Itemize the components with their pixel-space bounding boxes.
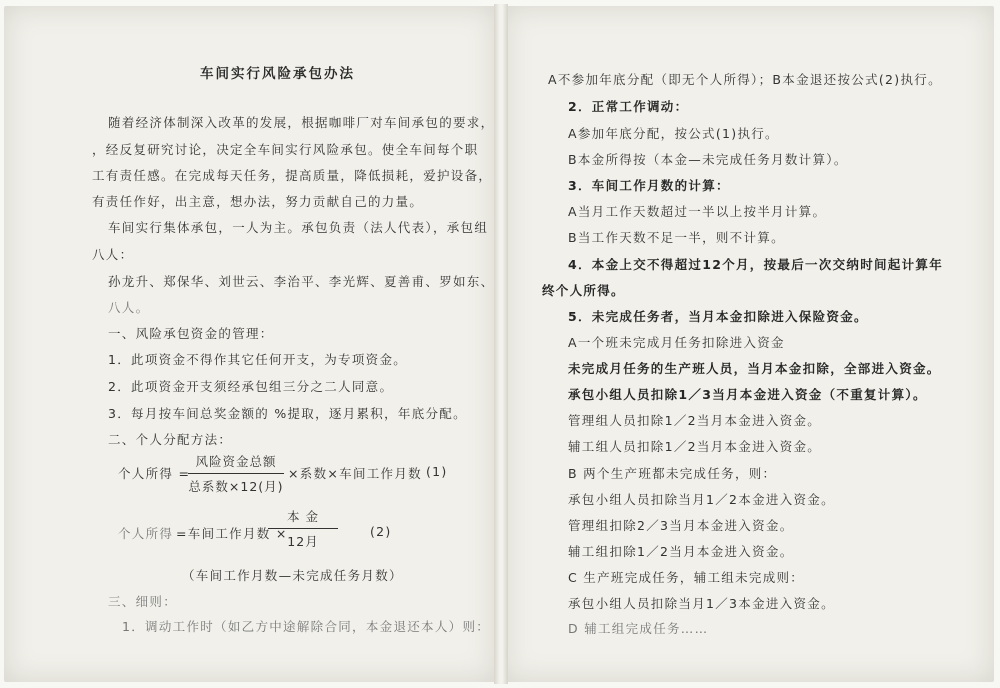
left-line-1: 随着经济体制深入改革的发展，根据咖啡厂对车间承包的要求， — [108, 115, 495, 130]
left-line-6: 八人： — [92, 247, 134, 262]
right-line-9: 终个人所得。 — [542, 283, 625, 298]
formula-note: （车间工作月数—未完成任务月数） — [182, 568, 403, 583]
formula2-tag: (2) — [370, 524, 392, 539]
formula2-numerator: 本 金 — [268, 507, 338, 529]
right-line-4: B本金所得按（本金—未完成任务月数计算）。 — [568, 152, 848, 167]
formula2-fraction — [268, 507, 338, 550]
right-line-18: 管理组扣除2／3当月本金进入资金。 — [568, 518, 794, 533]
right-line-8: 4．本金上交不得超过12个月，按最后一次交纳时间起计算年 — [568, 257, 943, 272]
left-line-3: 工有责任感。在完成每天任务，提高质量，降低损耗，爱护设备， — [92, 168, 493, 183]
right-line-21: 承包小组人员扣除当月1／3本金进入资金。 — [568, 596, 835, 611]
formula2-middle: =车间工作月数 × — [176, 526, 288, 541]
formula1-tail: ×系数×车间工作月数 — [288, 466, 422, 481]
right-line-3: A参加年底分配，按公式(1)执行。 — [568, 126, 779, 141]
right-line-11: A一个班未完成月任务扣除进入资金 — [568, 335, 785, 350]
formula2-denominator: 12月 — [287, 534, 319, 549]
formula2-label: 个人所得 — [118, 526, 174, 541]
document-title: 车间实行风险承包办法 — [200, 66, 355, 82]
section-1-heading: 一、风险承包资金的管理： — [108, 326, 274, 341]
right-line-12: 未完成月任务的生产班人员，当月本金扣除，全部进入资金。 — [568, 361, 941, 376]
right-line-22: D 辅工组完成任务…… — [568, 621, 709, 636]
right-line-1: A不参加年底分配（即无个人所得）；B本金退还按公式(2)执行。 — [548, 72, 942, 87]
left-line-8: 八人。 — [108, 300, 150, 315]
formula1-numerator: 风险资金总额 — [188, 452, 284, 474]
right-line-6: A当月工作天数超过一半以上按半月计算。 — [568, 204, 827, 219]
right-line-20: C 生产班完成任务，辅工组未完成则： — [568, 570, 805, 585]
left-last-line: 1．调动工作时（如乙方中途解除合同，本金退还本人）则： — [122, 619, 491, 634]
formula1-tag: (1) — [426, 464, 448, 479]
right-line-16: B 两个生产班都未完成任务，则： — [568, 466, 777, 481]
left-rule-1: 1．此项资金不得作其它任何开支，为专项资金。 — [108, 352, 408, 367]
right-line-19: 辅工组扣除1／2当月本金进入资金。 — [568, 544, 794, 559]
right-line-2: 2．正常工作调动： — [568, 99, 689, 114]
right-line-5: 3．车间工作月数的计算： — [568, 178, 730, 193]
left-rule-3: 3．每月按车间总奖金额的 %提取，逐月累积，年底分配。 — [108, 406, 467, 421]
left-line-4: 有责任作好，出主意，想办法，努力贡献自己的力量。 — [92, 194, 424, 209]
left-line-5: 车间实行集体承包，一人为主。承包负责（法人代表），承包组 — [108, 220, 489, 235]
right-line-7: B当工作天数不足一半，则不计算。 — [568, 230, 785, 245]
right-line-17: 承包小组人员扣除当月1／2本金进入资金。 — [568, 492, 835, 507]
section-3-heading: 三、细则： — [108, 594, 178, 609]
formula1-label: 个人所得 = — [118, 466, 191, 481]
section-2-heading: 二、个人分配方法： — [108, 432, 233, 447]
right-line-15: 辅工组人员扣除1／2当月本金进入资金。 — [568, 439, 822, 454]
formula1-fraction — [188, 452, 284, 495]
left-rule-2: 2．此项资金开支须经承包组三分之二人同意。 — [108, 379, 394, 394]
formula1-denominator: 总系数×12(月) — [188, 479, 284, 494]
left-line-2: ，经反复研究讨论，决定全车间实行风险承包。使全车间每个职 — [92, 142, 479, 157]
right-line-10: 5．未完成任务者，当月本金扣除进入保险资金。 — [568, 309, 868, 324]
right-line-14: 管理组人员扣除1／2当月本金进入资金。 — [568, 413, 822, 428]
left-line-7: 孙龙升、郑保华、刘世云、李治平、李光辉、夏善甫、罗如东、 — [108, 274, 495, 289]
book-spine — [494, 4, 508, 684]
right-line-13: 承包小组人员扣除1／3当月本金进入资金（不重复计算）。 — [568, 387, 927, 402]
